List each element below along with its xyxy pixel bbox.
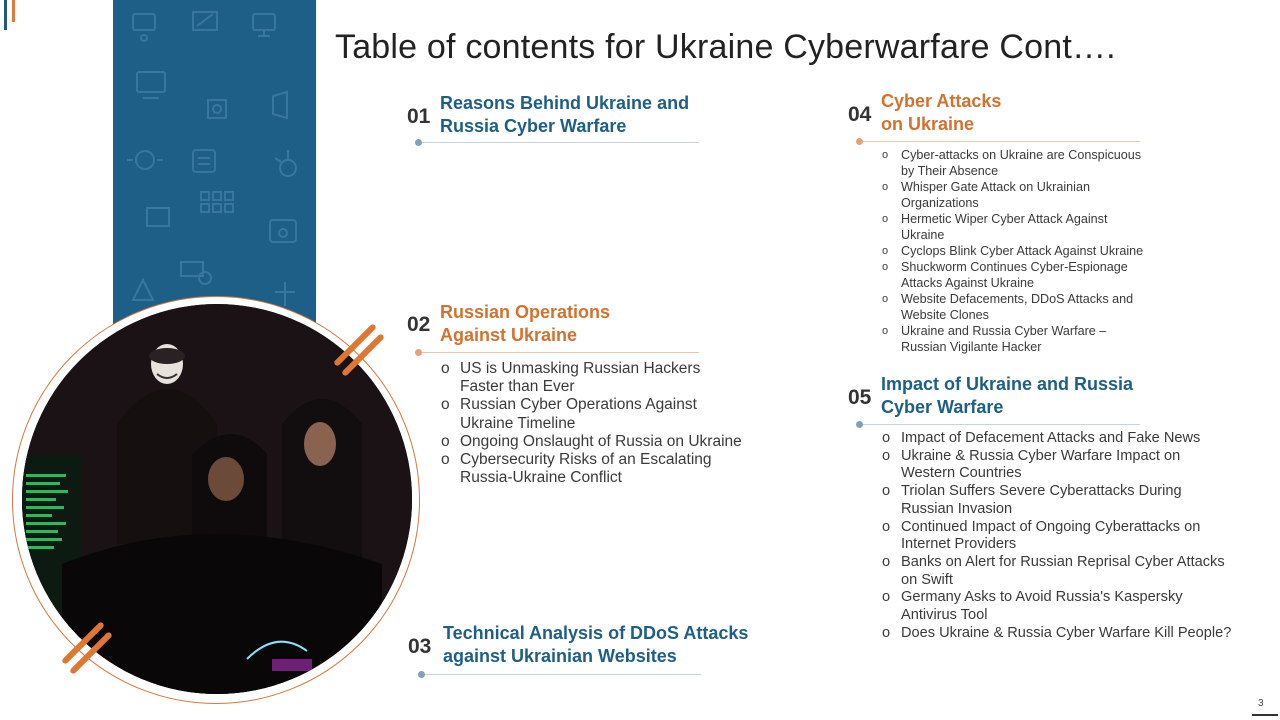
corner-accent — [4, 0, 18, 30]
section-dot — [418, 671, 425, 678]
section-heading-line: Cyber Warfare — [881, 397, 1004, 417]
section-number: 03 — [408, 635, 432, 658]
list-item[interactable]: o Russian Cyber Operations Against Ukraine Timeline — [441, 396, 771, 432]
list-item[interactable]: o Banks on Alert for Russian Reprisal Cyber Attacks on Swift — [882, 554, 1262, 589]
section-heading-line: against Ukrainian Websites — [443, 646, 677, 666]
section-divider — [860, 141, 1140, 142]
list-item[interactable]: o Ukraine and Russia Cyber Warfare – Russian Vigilante Hacker — [882, 323, 1182, 355]
page-number-underline — [1252, 714, 1278, 716]
list-item[interactable]: o Cyber-attacks on Ukraine are Conspicuous by Their Absence — [882, 147, 1182, 179]
section-divider — [421, 674, 701, 675]
corner-bar-orange — [12, 0, 15, 22]
section-dot — [415, 349, 422, 356]
section-divider — [419, 142, 699, 143]
section-heading[interactable] — [440, 301, 610, 347]
section-item-list — [441, 360, 771, 487]
section-heading[interactable] — [881, 90, 1001, 136]
list-item[interactable]: o Cybersecurity Risks of an Escalating Russia-Ukraine Conflict — [441, 451, 771, 487]
list-item[interactable]: o Triolan Suffers Severe Cyberattacks During Russian Invasion — [882, 483, 1262, 518]
section-item-list — [882, 147, 1182, 355]
list-item[interactable]: o Whisper Gate Attack on Ukrainian Organizations — [882, 179, 1182, 211]
list-item[interactable]: o US is Unmasking Russian Hackers Faster than Ever — [441, 360, 771, 396]
section-heading-line: Technical Analysis of DDoS Attacks — [443, 623, 749, 643]
section-heading-line: Impact of Ukraine and Russia — [881, 374, 1134, 394]
section-heading-line: on Ukraine — [881, 114, 975, 134]
list-item[interactable]: o Impact of Defacement Attacks and Fake News — [882, 430, 1262, 448]
section-dot — [415, 139, 422, 146]
section-heading[interactable] — [440, 92, 689, 138]
list-item[interactable]: o Ongoing Onslaught of Russia on Ukraine — [441, 433, 771, 451]
section-number: 05 — [848, 386, 872, 409]
list-item[interactable]: o Germany Asks to Avoid Russia's Kaspersky Antivirus Tool — [882, 589, 1262, 624]
section-item-list — [882, 430, 1262, 642]
section-heading[interactable] — [443, 622, 748, 668]
list-item[interactable]: o Shuckworm Continues Cyber-Espionage Attacks Against Ukraine — [882, 259, 1182, 291]
list-item[interactable]: o Cyclops Blink Cyber Attack Against Ukraine — [882, 243, 1182, 259]
section-dot — [856, 421, 863, 428]
list-item[interactable]: o Does Ukraine & Russia Cyber Warfare Kill People? — [882, 625, 1262, 643]
section-divider — [419, 352, 699, 353]
section-number: 04 — [848, 103, 872, 126]
page-number: 3 — [1258, 698, 1264, 709]
section-heading[interactable] — [881, 373, 1133, 419]
section-number: 02 — [407, 313, 431, 336]
section-heading-line: Cyber Attacks — [881, 91, 1002, 111]
section-dot — [856, 138, 863, 145]
section-divider — [860, 424, 1140, 425]
corner-bar-blue — [4, 0, 7, 30]
page-title: Table of contents for Ukraine Cyberwarfare Cont…. — [335, 28, 1116, 66]
section-heading-line: Russian Operations — [440, 302, 611, 322]
section-heading-line: Russia Cyber Warfare — [440, 116, 627, 136]
list-item[interactable]: o Ukraine & Russia Cyber Warfare Impact on Western Countries — [882, 448, 1262, 483]
list-item[interactable]: o Continued Impact of Ongoing Cyberattacks on Internet Providers — [882, 519, 1262, 554]
list-item[interactable]: o Website Defacements, DDoS Attacks and Website Clones — [882, 291, 1182, 323]
section-heading-line: Reasons Behind Ukraine and — [440, 93, 690, 113]
section-heading-line: Against Ukraine — [440, 325, 578, 345]
section-number: 01 — [407, 105, 431, 128]
list-item[interactable]: o Hermetic Wiper Cyber Attack Against Ukraine — [882, 211, 1182, 243]
